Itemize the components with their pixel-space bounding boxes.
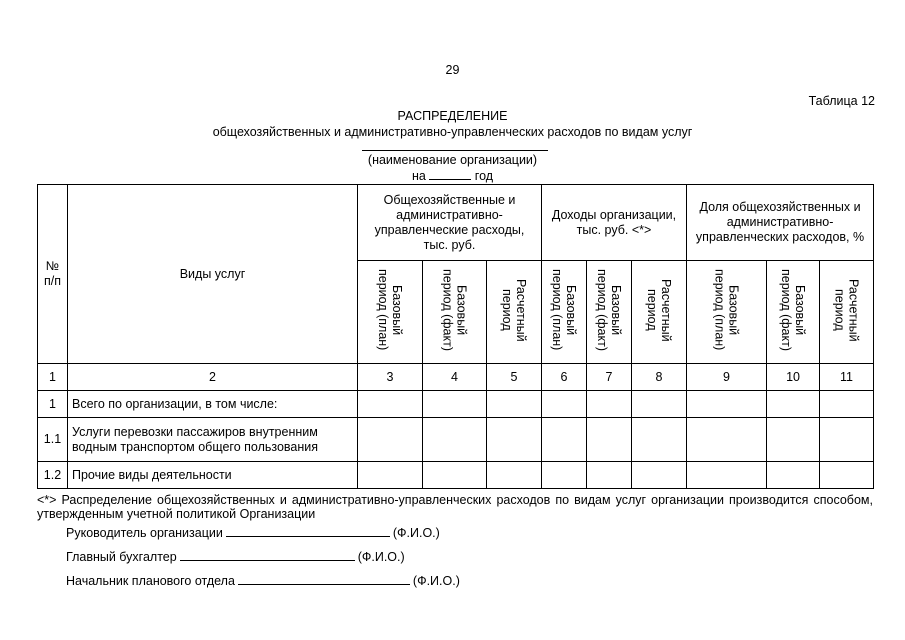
organization-caption: (наименование организации) (367, 153, 538, 167)
table-cell[interactable] (542, 418, 587, 462)
table-cell[interactable] (587, 418, 632, 462)
header-num: № п/п (38, 185, 68, 364)
table-cell[interactable] (487, 462, 542, 489)
table-cell[interactable] (587, 462, 632, 489)
table-row (38, 462, 874, 489)
col-number: 5 (487, 364, 542, 391)
col-number: 7 (587, 364, 632, 391)
row-service: Услуги перевозки пассажиров внутренним водным транспортом общего пользования (68, 418, 358, 462)
table-cell[interactable] (487, 418, 542, 462)
table-label: Таблица 12 (808, 94, 875, 108)
signature-line[interactable] (238, 572, 410, 585)
table-cell[interactable] (820, 462, 874, 489)
subheader-g3-base-plan: Базовый период (план) (712, 269, 741, 351)
year-suffix: год (474, 169, 494, 183)
signature-head (66, 524, 440, 540)
col-number: 10 (767, 364, 820, 391)
subheader-g1-base-fact: Базовый период (факт) (440, 269, 469, 351)
table-cell[interactable] (358, 418, 423, 462)
table-cell[interactable] (358, 462, 423, 489)
table-cell[interactable] (542, 391, 587, 418)
subheader-g3-calc: Расчетный период (832, 278, 861, 342)
table-cell[interactable] (542, 462, 587, 489)
signature-label: Начальник планового отдела (66, 574, 235, 588)
subheader-g1-base-plan: Базовый период (план) (376, 269, 404, 351)
document-subtitle: общехозяйственных и административно-управленческих расходов по видам услуг (212, 125, 693, 139)
col-number: 9 (687, 364, 767, 391)
col-number: 3 (358, 364, 423, 391)
row-num: 1.1 (38, 418, 68, 462)
table-cell[interactable] (587, 391, 632, 418)
year-blank (429, 179, 471, 180)
subheader-g2-base-plan: Базовый период (план) (550, 269, 578, 351)
signature-planning (66, 572, 460, 588)
table-cell[interactable] (423, 391, 487, 418)
table-cell[interactable] (487, 391, 542, 418)
col-number: 4 (423, 364, 487, 391)
document-title: РАСПРЕДЕЛЕНИЕ (397, 109, 508, 123)
header-group-income: Доходы организации, тыс. руб. <*> (542, 185, 687, 261)
distribution-table (37, 184, 874, 489)
table-cell[interactable] (632, 391, 687, 418)
table-cell[interactable] (687, 418, 767, 462)
col-number: 11 (820, 364, 874, 391)
subheader-g3-base-fact: Базовый период (факт) (779, 269, 808, 351)
row-service: Всего по организации, в том числе: (68, 391, 358, 418)
table-cell[interactable] (423, 462, 487, 489)
table-cell[interactable] (767, 462, 820, 489)
table-cell[interactable] (767, 391, 820, 418)
organization-name-line (362, 150, 548, 151)
signature-line[interactable] (226, 524, 390, 537)
footnote: <*> Распределение общехозяйственных и административно-управленческих расходов по видам услуг организации производится способом, утвержденным учетной политикой Организации (37, 493, 873, 521)
table-row (38, 391, 874, 418)
table-cell[interactable] (358, 391, 423, 418)
table-cell[interactable] (687, 462, 767, 489)
table-row (38, 418, 874, 462)
header-group-share: Доля общехозяйственных и административно-управленческих расходов, % (687, 185, 874, 261)
col-number: 8 (632, 364, 687, 391)
col-number: 1 (38, 364, 68, 391)
signature-accountant (66, 548, 405, 564)
year-prefix: на (411, 169, 426, 183)
signature-suffix: (Ф.И.О.) (357, 550, 405, 564)
table-cell[interactable] (820, 391, 874, 418)
subheader-g2-base-fact: Базовый период (факт) (595, 269, 623, 351)
year-line (0, 169, 905, 183)
subheader-g2-calc: Расчетный период (645, 278, 673, 342)
signature-suffix: (Ф.И.О.) (412, 574, 460, 588)
signature-suffix: (Ф.И.О.) (392, 526, 440, 540)
row-num: 1.2 (38, 462, 68, 489)
header-service: Виды услуг (68, 185, 358, 364)
column-number-row (38, 364, 874, 391)
signature-label: Руководитель организации (66, 526, 223, 540)
table-cell[interactable] (632, 418, 687, 462)
table-cell[interactable] (632, 462, 687, 489)
table-cell[interactable] (820, 418, 874, 462)
page-number: 29 (445, 63, 460, 77)
row-service: Прочие виды деятельности (68, 462, 358, 489)
table-cell[interactable] (767, 418, 820, 462)
col-number: 6 (542, 364, 587, 391)
table-cell[interactable] (687, 391, 767, 418)
subheader-g1-calc: Расчетный период (500, 278, 528, 342)
signature-label: Главный бухгалтер (66, 550, 177, 564)
row-num: 1 (38, 391, 68, 418)
header-group-expenses: Общехозяйственные и административно-управленческие расходы, тыс. руб. (358, 185, 542, 261)
col-number: 2 (68, 364, 358, 391)
table-cell[interactable] (423, 418, 487, 462)
signature-line[interactable] (180, 548, 355, 561)
